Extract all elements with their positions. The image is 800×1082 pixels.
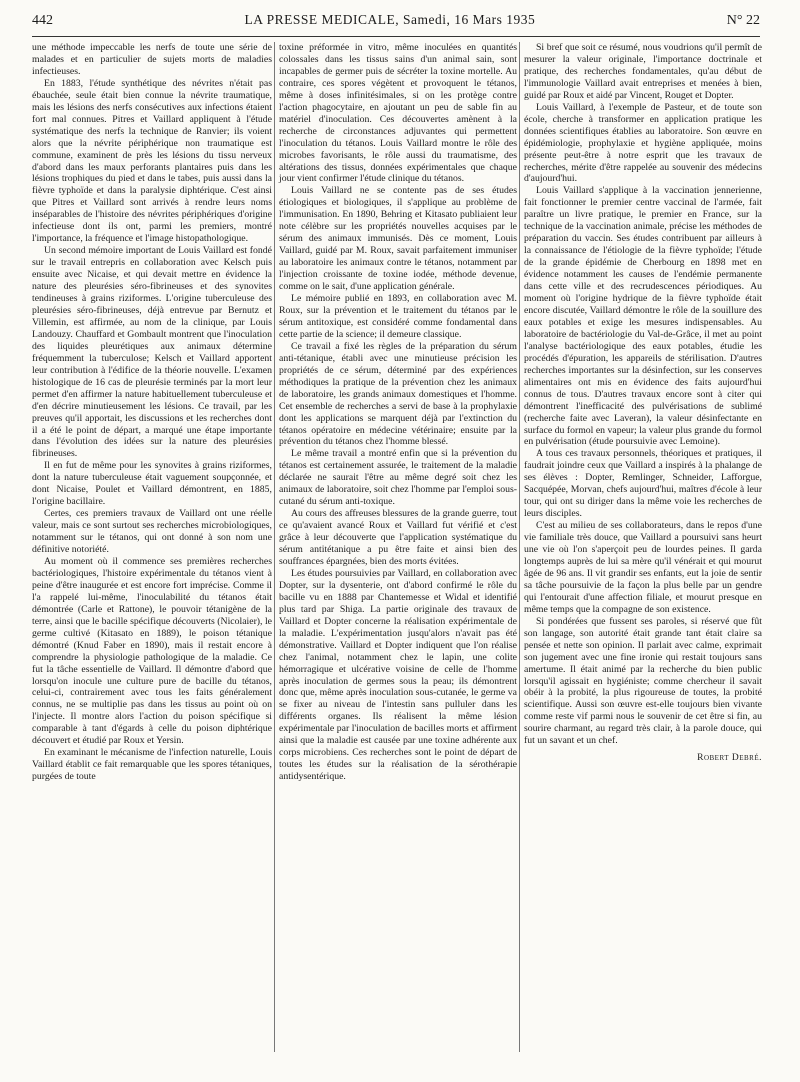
paragraph: En 1883, l'étude synthétique des névrites n'était pas ébauchée, seule était bien connue la névrite traumatique, mais les lésions des nerfs consécutives aux infections étaient fort mal connues. Pitres et Vaillard appliquent à l'étude systématique des nerfs la technique de Ranvier; ils voient alors que la névrite périphérique non traumatique est commune, examinent de près les lésions du tissu nerveux d'abord dans les maux perforants plantaires puis dans les lésions trophiques du pied et dans le tabes, puis aussi dans la fièvre typhoïde et dans la paralysie diphtérique. C'est ainsi que Pitres et Vaillard sont arrivés à rendre leurs noms inséparables de l'histoire des névrites périphériques d'origine infectieuse dont ils ont, parmi les premiers, montré l'importance, la fréquence et l'image histopathologique. — [32, 77, 272, 245]
paragraph: Certes, ces premiers travaux de Vaillard ont une réelle valeur, mais ce sont surtout ses recherches microbiologiques, notamment sur le tétanos, qui ont donné à son nom une définitive notoriété. — [32, 508, 272, 556]
paragraph: Ce travail a fixé les règles de la préparation du sérum anti-tétanique, établi avec une minutieuse précision les propriétés de ce sérum, déterminé par des expériences méthodiques la pratique de la prévention chez les animaux de laboratoire, les grands animaux domestiques et l'homme. Cet ensemble de recherches a servi de base à la prophylaxie dont les applications se marquent déjà par l'extinction du tétanos opératoire en médecine vétérinaire; ensuite par la prévention du tétanos chez l'homme blessé. — [279, 340, 517, 448]
paragraph: Un second mémoire important de Louis Vaillard est fondé sur le travail entrepris en collaboration avec Kelsch puis ensuite avec Nicaise, et qui devait mettre en évidence la nature des pleurésies séro-fibrineuses et des synovites tendineuses à grains riziformes. L'origine tuberculeuse des pleurésies séro-fibrineuses, déjà entrevue par Bernutz et Villemin, est affirmée, au nom de la clinique, par Louis Landouzy. Chauffard et Gombault montrent que l'inoculation des liquides pleurétiques aux animaux détermine fréquemment la tuberculose; Kelsch et Vaillard apportent leur contribution à l'édifice de la théorie nouvelle. L'examen histologique de 16 cas de pleurésie terminés par la mort leur permet d'en affirmer la nature habituellement tuberculeuse et d'en décrire minutieusement les lésions. Ce travail, par les preuves qu'il apportait, les discussions et les recherches dont il a été le point de départ, a marqué une étape importante dans l'évolution des idées sur la nature des pleurésies fibrineuses. — [32, 245, 272, 460]
paragraph: Louis Vaillard, à l'exemple de Pasteur, et de toute son école, cherche à transformer en application pratique les données scientifiques établies au laboratoire. Son œuvre en épidémiologie, prophylaxie et hygiène appliquée, moins présente peut-être à notre esprit que les travaux de recherches, mérite d'être rappelée au souvenir des médecins d'aujourd'hui. — [524, 101, 762, 185]
journal-title: LA PRESSE MEDICALE, — [244, 12, 400, 27]
author-signature: Robert Debré. — [697, 753, 762, 764]
journal-header-title — [245, 12, 536, 28]
page-header — [32, 12, 760, 34]
paragraph: A tous ces travaux personnels, théoriques et pratiques, il faudrait joindre ceux que Vaillard a inspirés à la phalange de ses élèves : Dopter, Remlinger, Schneider, Lafforgue, Sacquépée, Morvan, chefs aujourd'hui, maîtres d'école à leur tour, qui ont su diriger dans la même voie les recherches de leurs disciples. — [524, 448, 762, 520]
column-2 — [274, 42, 517, 1052]
paragraph: une méthode impeccable les nerfs de toute une série de malades et en particulier de sujets morts de maladies infectieuses. — [32, 42, 272, 77]
header-rule — [32, 36, 760, 37]
paragraph: Le mémoire publié en 1893, en collaboration avec M. Roux, sur la prévention et le traitement du tétanos par le sérum antitoxique, est considéré comme fondamental dans cette partie de la science; il demeure classique. — [279, 293, 517, 340]
paragraph: Louis Vaillard s'applique à la vaccination jennerienne, fait fonctionner le premier centre vaccinal de l'armée, fait paraître un livre pratique, le premier en France, sur la technique de la vaccination animale, précise les méthodes de préparation du vaccin. Ses études contribuent par ailleurs à la connaissance de l'étiologie de la fièvre typhoïde; l'étude de la grande épidémie de Cherbourg en 1898 met en évidence notamment les causes de l'endémie permanente dans cette ville et des recrudescences périodiques. Au moment où l'origine hydrique de la fièvre typhoïde était encore discutée, Vaillard démontre le rôle de la souillure des eaux potables et exige les mesures indispensables. Au laboratoire de bactériologie du Val-de-Grâce, il met au point l'analyse bactériologique des eaux potables, étudie les procédés d'épuration, les appareils de stérilisation. D'autres recherches importantes sur la désinfection, sur les conserves alimentaires ont mis en évidence des faits aujourd'hui connus de tous. D'autres travaux encore sont à citer qui démontrent l'inefficacité des pulvérisations de sublimé (recherche faite avec Laveran), la valeur désinfectante en surface du formol en vapeur; la valeur plus grande du formol en pulvérisation (étude poursuivie avec Lemoine). — [524, 185, 762, 448]
paragraph: Les études poursuivies par Vaillard, en collaboration avec Dopter, sur la dysenterie, ont d'abord confirmé le rôle du bacille vu en 1888 par Chantemesse et Widal et identifié plus tard par Shiga. La partie originale des travaux de Vaillard et Dopter concerne la réalisation expérimentale de la maladie. L'expérimentation jusqu'alors n'avait pas été démonstrative. Vaillard et Dopter indiquent que l'on réalise chez l'animal, notamment chez le lapin, une colite hémorragique et ulcérative voisine de celle de l'homme après inoculation de germes sous la peau; ils démontrent donc que, même après inoculation sous-cutanée, le germe va se fixer au niveau de l'intestin sans pulluler dans les différents organes. Ils réalisent la même lésion expérimentale par l'inoculation de bacilles morts et affirment ainsi que la maladie est causée par une toxine adhérente aux corps microbiens. Ces recherches sont le point de départ de toutes les études sur la réalisation de la sérothérapie antidysentérique. — [279, 567, 517, 783]
paragraph: Au moment où il commence ses premières recherches bactériologiques, l'histoire expérimentale du tétanos vient à peine d'être inaugurée et est encore fort imprécise. Comme il l'a rappelé lui-même, l'inoculabilité du tétanos était démontrée (Carle et Rattone), le pouvoir tétanigène de la terre, ainsi que le bacille spécifique découverts (Nicolaier), le germe cultivé (Kitasato en 1889), le poison tétanique démontré (Knud Faber en 1890), mais il restait encore à comprendre la physiologie pathologique de la maladie. Ce fut la tâche essentielle de Vaillard. Il démontre d'abord que lorsqu'on inocule une culture pure de bacille du tétanos, celui-ci, contrairement avec tous les faits généralement connus, ne se multiplie pas dans les tissus au point où on l'injecte. Il montre alors l'action du poison spécifique si comparable à tant d'égards à celle du poison diphtérique découvert et étudié par Roux et Yersin. — [32, 555, 272, 747]
paragraph: Si pondérées que fussent ses paroles, si réservé que fût son langage, son autorité était grande tant était claire sa pensée et nette son opinion. Il parlait avec calme, exprimait son jugement avec une fine ironie qui restait toujours sans amertume. Il était animé par la recherche du bien public lorsqu'il agissait en hygiéniste; comme chercheur il savait obéir à la probité, la plus rigoureuse de toutes, la probité scientifique. Aussi son œuvre est-elle toujours bien vivante comme reste vif parmi nous le souvenir de cet être si fin, au sourire charmant, au regard très clair, à la parole douce, qui fut un savant et un chef. — [524, 615, 762, 747]
paragraph: Il en fut de même pour les synovites à grains riziformes, dont la nature tuberculeuse était vaguement soupçonnée, et dont Nicaise, Poulet et Vaillard démontrent, en 1885, l'origine bacillaire. — [32, 460, 272, 508]
paragraph: Le même travail a montré enfin que si la prévention du tétanos est certainement assurée, le traitement de la maladie déclarée ne saurait l'être au même degré soit chez les animaux de laboratoire, soit chez l'homme par l'emploi sous-cutané du sérum anti-toxique. — [279, 448, 517, 508]
page-number: 442 — [32, 13, 53, 28]
paragraph: Louis Vaillard ne se contente pas de ses études étiologiques et biologiques, il s'applique au problème de l'immunisation. En 1890, Behring et Kitasato publiaient leur note célèbre sur les propriétés nouvelles acquises par le sérum des animaux immunisés. Dès ce moment, Louis Vaillard, guidé par M. Roux, savait parfaitement immuniser au laboratoire les animaux contre le tétanos, notamment par l'injection croissante de toxine iodée, méthode devenue, comme on le sait, d'une application générale. — [279, 185, 517, 293]
column-3 — [519, 42, 762, 1052]
paragraph: toxine préformée in vitro, même inoculées en quantités colossales dans les tissus sains d'un animal sain, sont incapables de germer puis de sécréter la toxine mortelle. Au contraire, ces spores végètent et provoquent le tétanos, même à doses infinitésimales, si on les protège contre l'action phagocytaire, en ajoutant un peu de sable fin au matériel d'inoculation. Ces découvertes amènent à la recherche de circonstances adjuvantes qui permettent l'inoculation du tétanos. Louis Vaillard montre le rôle des microbes favorisants, le rôle aussi du traumatisme, des altérations des tissus, données expérimentales que chaque jour vient confirmer l'étude clinique du tétanos. — [279, 42, 517, 185]
column-1 — [32, 42, 272, 1052]
paragraph: En examinant le mécanisme de l'infection naturelle, Louis Vaillard établit ce fait remarquable que les spores tétaniques, purgées de toute — [32, 747, 272, 783]
paragraph: Au cours des affreuses blessures de la grande guerre, tout ce qu'avaient avancé Roux et Vaillard fut vérifié et c'est grâce à leur découverte que l'application systématique du sérum antitétanique a pu être faite et ainsi bien des souffrances épargnées, bien des morts évitées. — [279, 508, 517, 567]
paragraph: C'est au milieu de ses collaborateurs, dans le repos d'une vie familiale très douce, que Vaillard a poursuivi sans heurt une vie où l'on s'aperçoit peu de lourdes peines. Il garda longtemps auprès de lui sa mère qu'il vénérait et qui mourut âgée de 96 ans. Il vit grandir ses enfants, eut la joie de sentir sa tâche poursuivie de la façon la plus belle par un gendre qui l'entourait d'une affection filiale, et mourut presque en même temps que la compagne de son existence. — [524, 520, 762, 615]
issue-number: N° 22 — [726, 13, 760, 28]
article-body — [32, 42, 762, 1052]
column-3-paragraphs — [524, 42, 762, 747]
issue-date: Samedi, 16 Mars 1935 — [403, 12, 536, 27]
paragraph: Si bref que soit ce résumé, nous voudrions qu'il permît de mesurer la valeur originale, l'importance doctrinale et pratique, des recherches fondamentales, qu'au début de l'immunologie Vaillard avait entreprises et menées à bien, guidé par Roux et aidé par Vincent, Rouget et Dopter. — [524, 42, 762, 101]
